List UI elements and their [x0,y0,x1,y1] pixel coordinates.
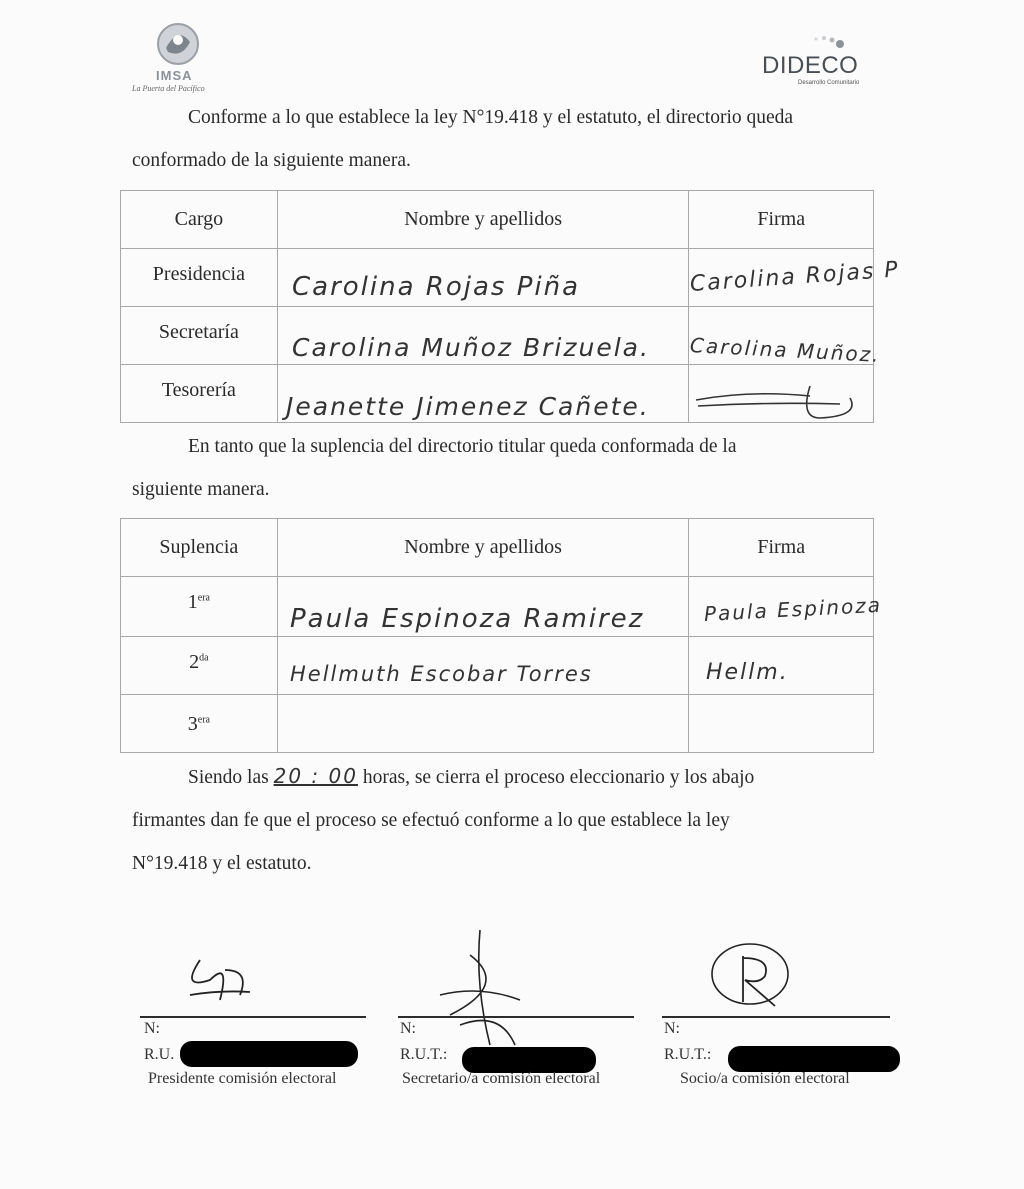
scribble-signature-icon [705,940,805,1020]
table-header-row [121,191,874,249]
ordinal-number: 2 [189,651,200,673]
header-firma: Firma [689,519,874,577]
scribble-signature-icon [170,950,270,1010]
header-nombre: Nombre y apellidos [277,519,689,577]
name-label: N: [400,1020,416,1037]
intro-line-2: conformado de la siguiente manera. [132,150,411,171]
suplencia-table [120,518,874,753]
name-label: N: [664,1020,680,1037]
closing-line-1 [132,755,864,799]
intro-line-1: Conforme a lo que establece la ley N°19.418 y el estatuto, el directorio queda [188,107,794,128]
name-cell [277,695,689,753]
header-firma: Firma [689,191,874,249]
redaction-bar [728,1046,900,1072]
imsa-tagline: La Puerta del Pacífico [132,84,205,93]
header-cargo: Cargo [121,191,278,249]
handwritten-hour: 20 : 00 [273,764,358,788]
role-label: Secretario/a comisión electoral [402,1070,601,1087]
signature-line [140,1016,366,1018]
ordinal-suffix: era [197,592,210,604]
scribble-signature-icon [690,378,870,426]
scribble-signature-icon [420,925,540,1055]
rut-label: R.U.T.: [664,1046,712,1063]
imsa-logo-text: IMSA [156,68,193,83]
role-label: Presidente comisión electoral [148,1070,337,1087]
redaction-bar [180,1041,358,1067]
table-header-row [121,519,874,577]
suplencia-paragraph [132,425,864,511]
dideco-logo-text: DIDECO [762,52,859,79]
cargo-cell: Secretaría [121,307,278,365]
suplencia-cell [121,695,278,753]
closing-paragraph [132,755,864,885]
handwritten-name: Carolina Muñoz Brizuela. [292,333,650,362]
handwritten-signature: Paula Espinoza [703,592,883,626]
table-row [121,695,874,753]
imsa-logo [120,18,260,98]
dideco-subtitle: Desarrollo Comunitario [798,80,860,86]
signature-cell [689,695,874,753]
suplencia-cell [121,637,278,695]
cargo-cell: Tesorería [121,365,278,423]
handwritten-name: Paula Espinoza Ramirez [290,604,645,634]
closing-part-2: horas, se cierra el proceso eleccionario y los abajo [362,767,755,788]
ordinal-number: 3 [187,713,198,735]
signature-line [662,1016,890,1018]
suplencia-line-2: siguiente manera. [132,479,270,500]
closing-line-2: firmantes dan fe que el proceso se efectuó conforme a lo que establece la ley [132,810,730,831]
suplencia-cell [121,577,278,637]
handwritten-name: Carolina Rojas Piña [292,272,581,302]
handwritten-name: Jeanette Jimenez Cañete. [286,392,650,421]
closing-line-3: N°19.418 y el estatuto. [132,853,312,874]
ordinal-suffix: era [197,714,210,726]
handwritten-signature: Carolina Rojas P [689,257,901,297]
header-suplencia: Suplencia [121,519,278,577]
handwritten-signature: Carolina Muñoz. [689,333,882,367]
header-nombre: Nombre y apellidos [277,191,689,249]
rut-label: R.U. [144,1046,175,1063]
closing-part-1: Siendo las [188,767,269,788]
ordinal-suffix: da [199,652,209,664]
role-label: Socio/a comisión electoral [680,1070,850,1087]
signature-line [398,1016,634,1018]
ordinal-number: 1 [187,591,198,613]
handwritten-signature: Hellm. [706,660,789,685]
dideco-logo [752,30,872,94]
name-label: N: [144,1020,160,1037]
handwritten-name: Hellmuth Escobar Torres [290,662,593,686]
cargo-cell: Presidencia [121,249,278,307]
intro-paragraph [132,96,864,182]
rut-label: R.U.T.: [400,1046,448,1063]
suplencia-line-1: En tanto que la suplencia del directorio titular queda conformada de la [188,436,737,457]
